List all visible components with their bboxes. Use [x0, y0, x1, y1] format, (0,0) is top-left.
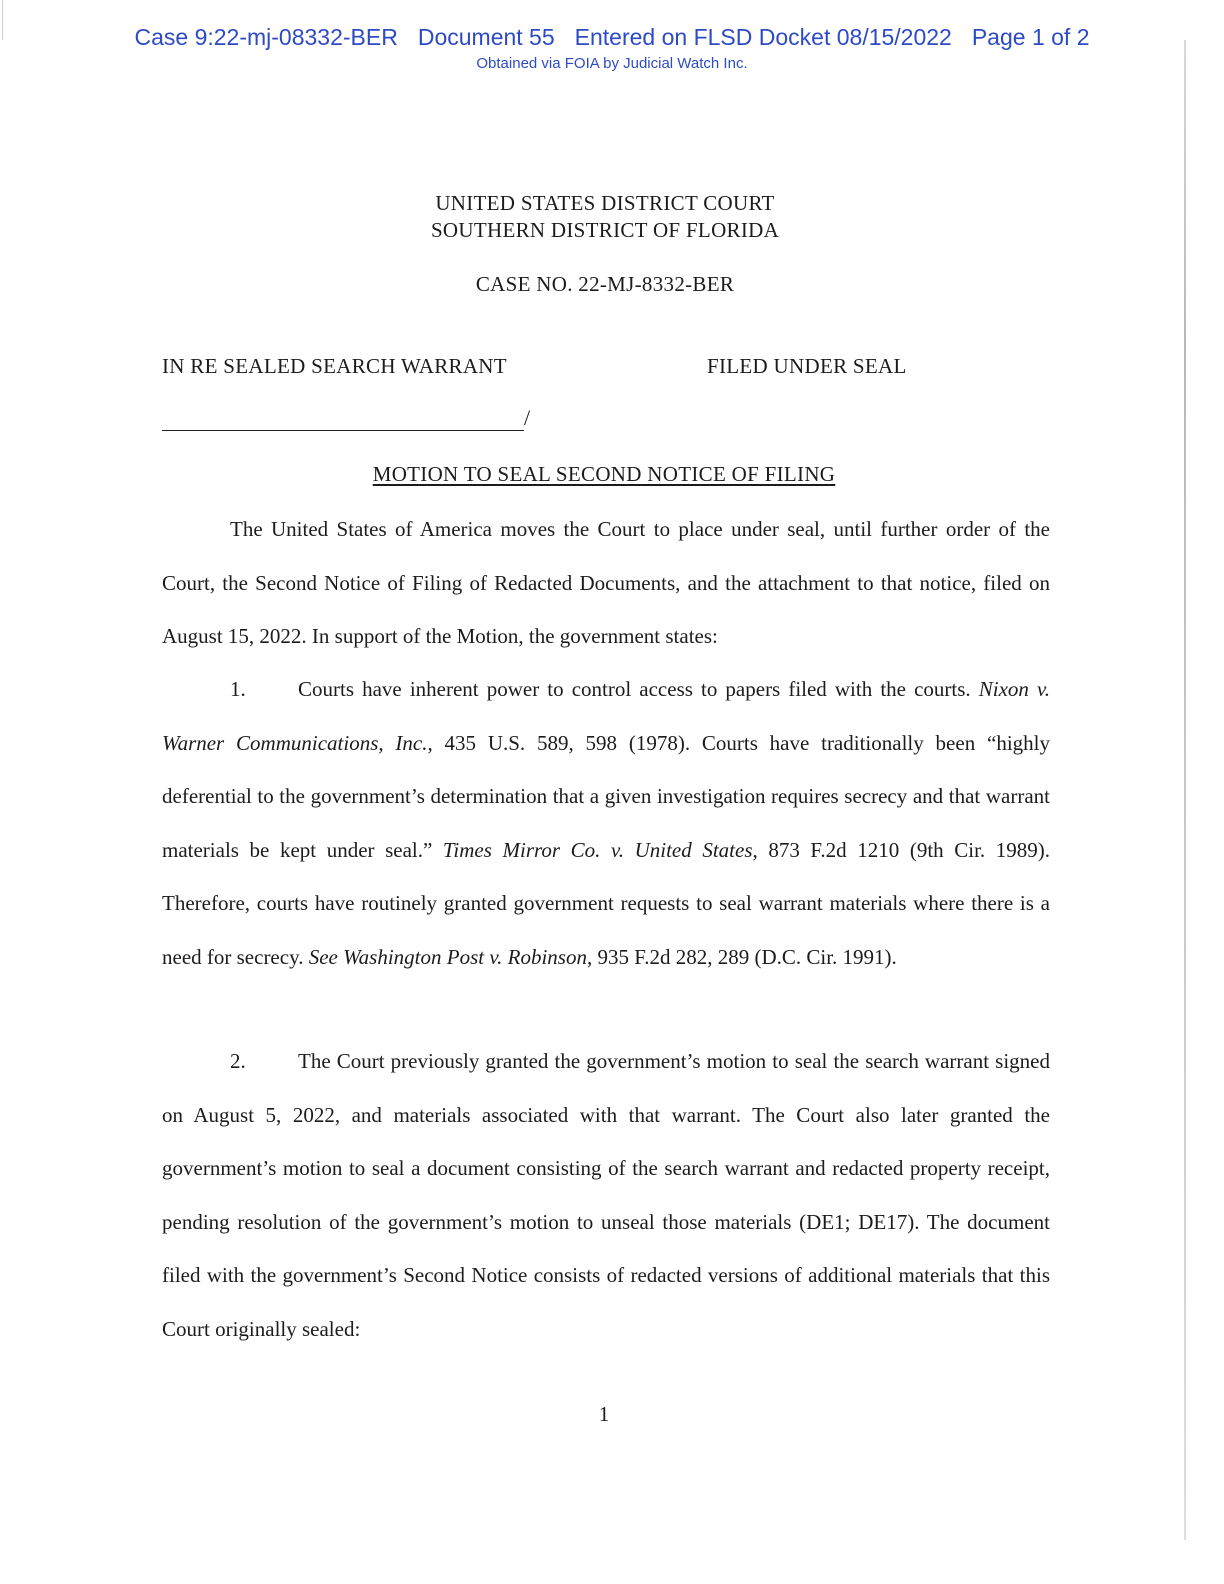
motion-title: MOTION TO SEAL SECOND NOTICE OF FILING	[372, 462, 836, 486]
court-name-line-1: UNITED STATES DISTRICT COURT	[435, 191, 775, 215]
scan-edge-right	[1184, 40, 1186, 1540]
page-number: 1	[598, 1402, 610, 1426]
citation-times-mirror: Times Mirror Co. v. United States	[442, 837, 753, 862]
paragraph-2-number: 2.	[230, 1049, 246, 1073]
docket-header	[0, 22, 1224, 74]
docket-entered-date: Entered on FLSD Docket 08/15/2022	[574, 24, 952, 50]
paragraph-1-text-d: , 935 F.2d 282, 289 (D.C. Cir. 1991).	[586, 944, 897, 969]
filed-under-seal-label: FILED UNDER SEAL	[707, 354, 907, 378]
docket-stamp-line	[0, 22, 1224, 52]
court-name-block	[0, 190, 1210, 244]
citation-nixon: Nixon v. Warner Communications, Inc.	[162, 677, 1050, 755]
paragraph-1-text-a: Courts have inherent power to control access to papers filed with the courts.	[298, 677, 979, 701]
caption-rule	[162, 430, 524, 432]
docket-document-number: Document 55	[417, 24, 555, 50]
paragraph-2-text: The Court previously granted the government’s motion to seal the search warrant signed on August 5, 2022, and materials associated with that warrant. The Court also later granted the government’s motion to seal a document consisting of the search warrant and redacted property receipt, pending resolution of the government’s motion to unseal those materials (DE1; DE17). The document filed with the government’s Second Notice consists of redacted versions of additional materials that this Court originally sealed:	[162, 1049, 1050, 1341]
paragraph-1-text-b: , 435 U.S. 589, 598 (1978). Courts have traditionally been “highly deferential to the government’s determination that a given investigation requires secrecy and that warrant materials be kept under seal.”	[162, 730, 1050, 862]
court-name-line-2: SOUTHERN DISTRICT OF FLORIDA	[430, 218, 780, 242]
foia-note: Obtained via FOIA by Judicial Watch Inc.	[476, 55, 748, 72]
paragraph-1-number: 1.	[230, 677, 246, 701]
intro-paragraph: The United States of America moves the Court to place under seal, until further order of the Court, the Second Notice of Filing of Redacted Documents, and the attachment to that notice, filed on August 15, 2022. In support of the Motion, the government states:	[162, 517, 1050, 648]
case-number: CASE NO. 22-MJ-8332-BER	[475, 272, 735, 296]
caption-title: IN RE SEALED SEARCH WARRANT	[162, 354, 507, 378]
citation-washington-post: See Washington Post v. Robinson	[308, 944, 587, 969]
paragraph-1-text-c: , 873 F.2d 1210 (9th Cir. 1989). Therefore, courts have routinely granted government requests to seal warrant materials where there is a need for secrecy.	[162, 837, 1050, 969]
caption-slash: /	[524, 405, 531, 430]
paragraph-2	[162, 1035, 1050, 1356]
paragraph-1	[162, 663, 1050, 984]
docket-case-number: Case 9:22-mj-08332-BER	[134, 24, 398, 50]
docket-page-count: Page 1 of 2	[971, 24, 1090, 50]
